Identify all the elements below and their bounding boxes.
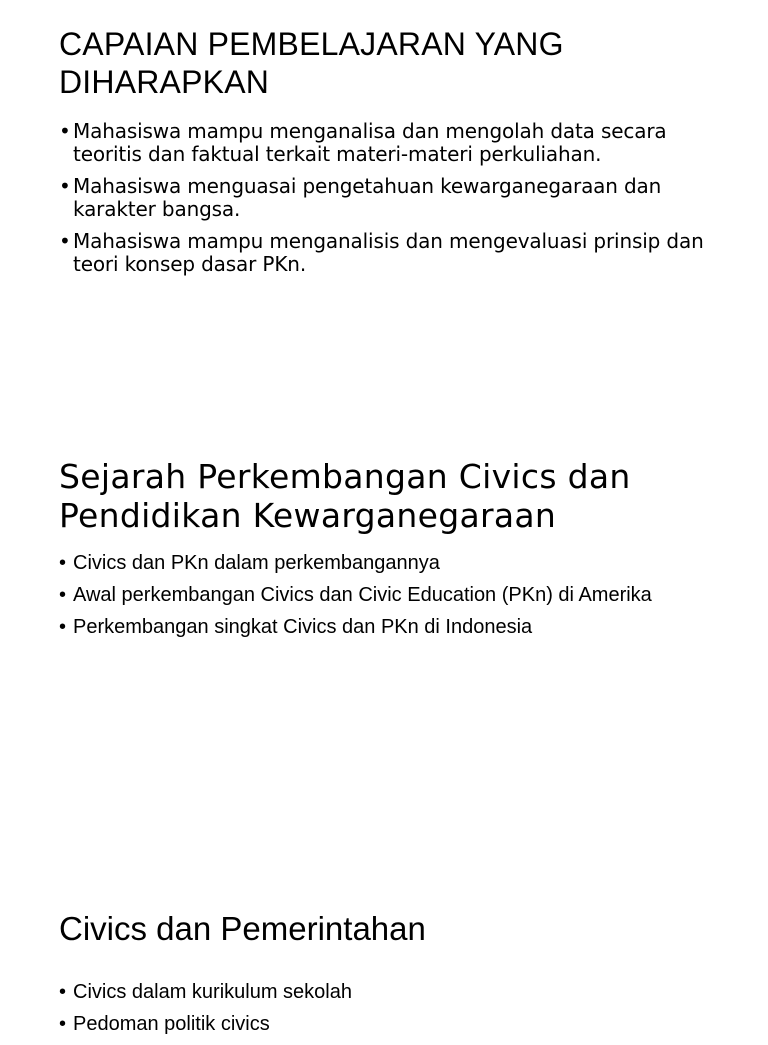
bullet-list xyxy=(59,120,708,277)
slide-title: Civics dan Pemerintahan xyxy=(59,910,426,947)
bullet-item: • Mahasiswa mampu menganalisis dan mengevaluasi prinsip dan teori konsep dasar PKn. xyxy=(59,230,708,276)
bullet-item: • Mahasiswa menguasai pengetahuan kewarganegaraan dan karakter bangsa. xyxy=(59,175,708,221)
bullet-list xyxy=(59,981,708,1036)
slide-title: Sejarah Perkembangan Civics dan Pendidikan Kewarganegaraan xyxy=(59,457,631,535)
bullet-list xyxy=(59,552,708,640)
bullet-item: • Civics dan PKn dalam perkembangannya xyxy=(59,552,708,575)
slide-2 xyxy=(59,458,708,648)
bullet-item: • Mahasiswa mampu menganalisa dan mengolah data secara teoritis dan faktual terkait materi-materi perkuliahan. xyxy=(59,120,708,166)
bullet-item: • Perkembangan singkat Civics dan PKn di Indonesia xyxy=(59,616,708,639)
bullet-item: • Pedoman politik civics xyxy=(59,1013,708,1036)
slide-3 xyxy=(59,910,708,1045)
bullet-item: • Civics dalam kurikulum sekolah xyxy=(59,981,708,1004)
bullet-item: • Awal perkembangan Civics dan Civic Education (PKn) di Amerika xyxy=(59,584,708,607)
slide-1 xyxy=(59,26,708,286)
slide-title: CAPAIAN PEMBELAJARAN YANG DIHARAPKAN xyxy=(59,26,564,100)
